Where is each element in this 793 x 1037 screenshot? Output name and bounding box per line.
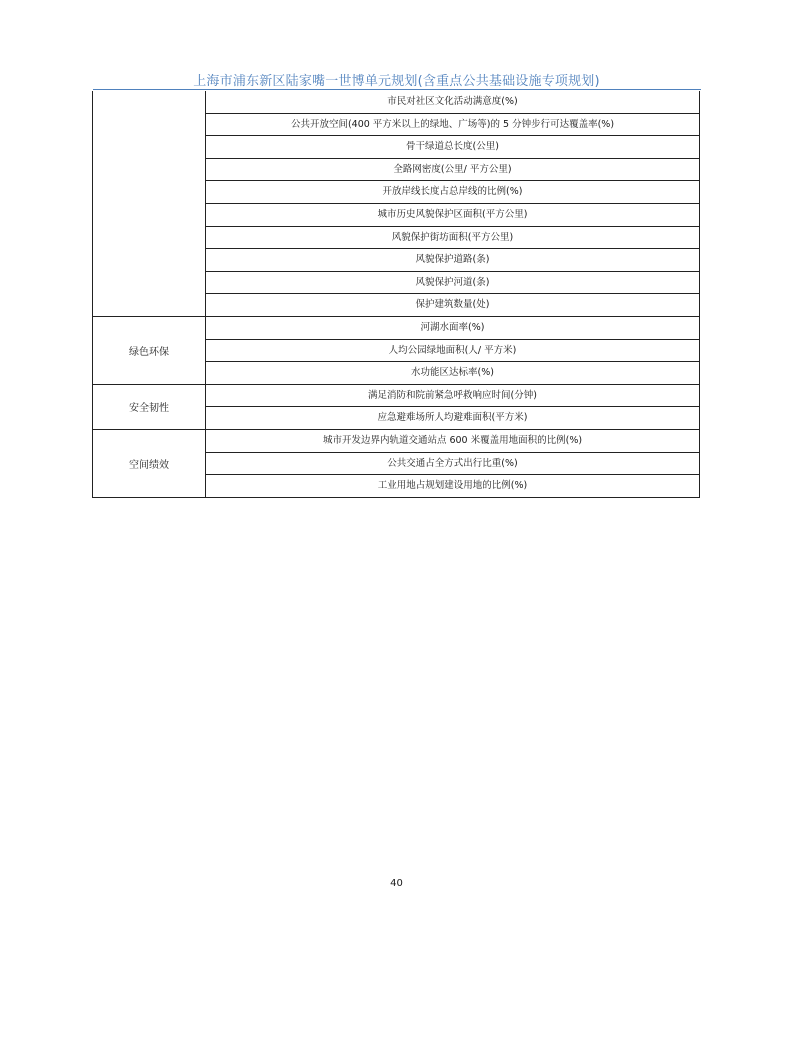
table-row	[93, 91, 700, 113]
indicator-cell: 水功能区达标率(%)	[206, 362, 700, 385]
indicator-table-body	[93, 91, 700, 497]
indicator-cell: 人均公园绿地面积(人/ 平方米)	[206, 339, 700, 362]
indicator-cell: 公共交通占全方式出行比重(%)	[206, 452, 700, 475]
indicator-cell: 工业用地占规划建设用地的比例(%)	[206, 475, 700, 498]
indicator-cell: 开放岸线长度占总岸线的比例(%)	[206, 181, 700, 204]
category-cell: 空间绩效	[93, 429, 206, 497]
page-header-title: 上海市浦东新区陆家嘴一世博单元规划(含重点公共基础设施专项规划)	[193, 74, 600, 89]
indicator-cell: 风貌保护河道(条)	[206, 271, 700, 294]
indicator-cell: 河湖水面率(%)	[206, 316, 700, 339]
table-row	[93, 429, 700, 452]
category-cell	[93, 91, 206, 316]
page-number: 40	[390, 878, 403, 889]
indicator-table	[92, 91, 700, 498]
indicator-cell: 保护建筑数量(处)	[206, 294, 700, 317]
indicator-cell: 应急避难场所人均避难面积(平方米)	[206, 407, 700, 430]
indicator-cell: 满足消防和院前紧急呼救响应时间(分钟)	[206, 384, 700, 407]
indicator-cell: 风貌保护道路(条)	[206, 249, 700, 272]
table-row	[93, 384, 700, 407]
indicator-cell: 全路网密度(公里/ 平方公里)	[206, 158, 700, 181]
indicator-cell: 城市历史风貌保护区面积(平方公里)	[206, 203, 700, 226]
indicator-cell: 城市开发边界内轨道交通站点 600 米覆盖用地面积的比例(%)	[206, 429, 700, 452]
indicator-cell: 市民对社区文化活动满意度(%)	[206, 91, 700, 113]
indicator-cell: 公共开放空间(400 平方米以上的绿地、广场等)的 5 分钟步行可达覆盖率(%)	[206, 113, 700, 136]
indicator-cell: 骨干绿道总长度(公里)	[206, 136, 700, 159]
header-divider	[93, 89, 701, 90]
indicator-cell: 风貌保护街坊面积(平方公里)	[206, 226, 700, 249]
category-cell: 安全韧性	[93, 384, 206, 429]
table-row	[93, 316, 700, 339]
category-cell: 绿色环保	[93, 316, 206, 384]
